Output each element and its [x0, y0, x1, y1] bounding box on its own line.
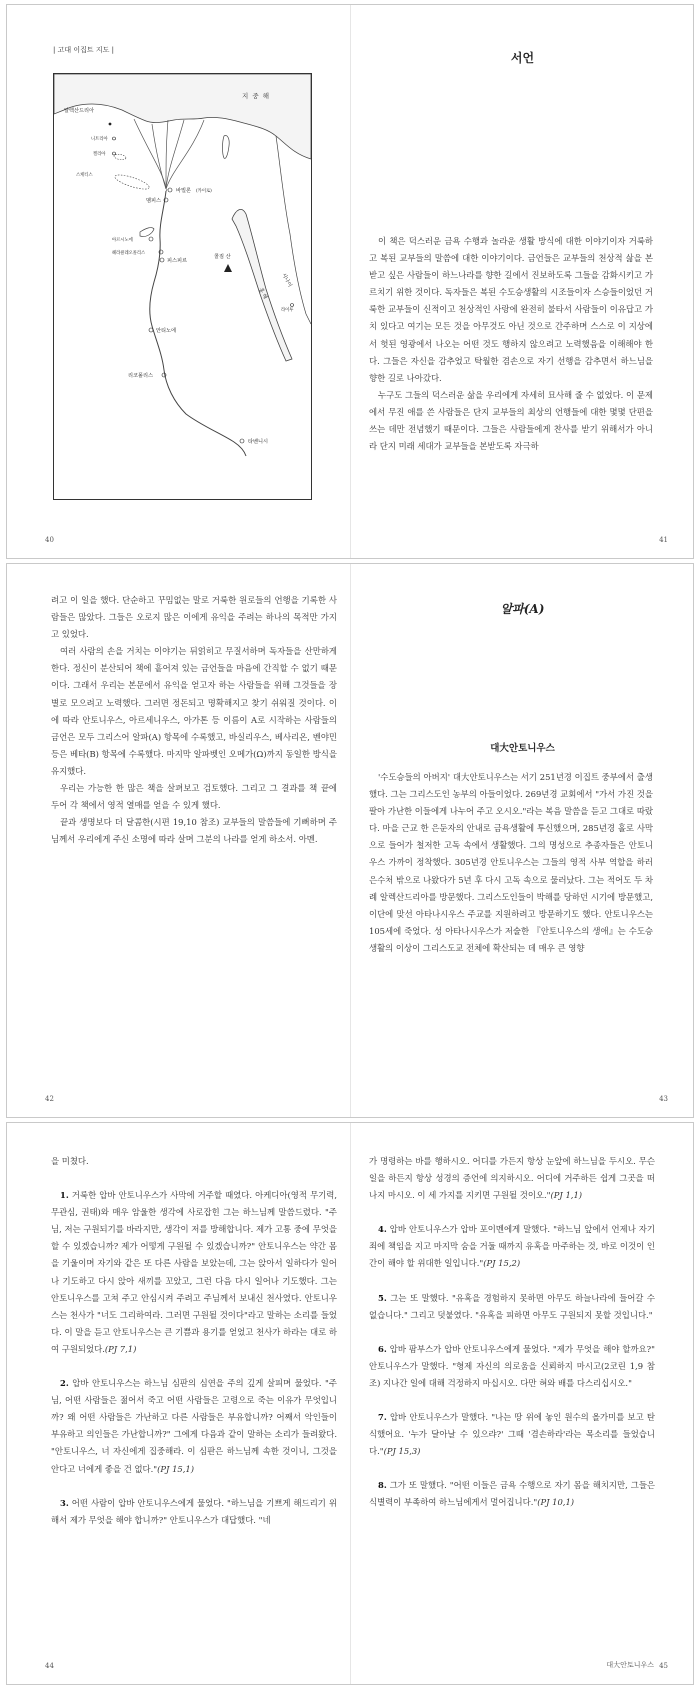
kellia-depression: [114, 153, 127, 160]
saying-3: [51, 1495, 337, 1529]
sea-label: 지 중 해: [242, 92, 270, 100]
saying-ref: (PJ 7,1): [104, 1343, 137, 1354]
chapter-title: 알파(A): [500, 602, 545, 616]
babylon-marker: [168, 188, 172, 192]
saying-7: [369, 1409, 655, 1460]
sayings-right: [369, 1153, 655, 1512]
red-sea-label: 홍 해: [257, 287, 269, 301]
nitria-marker: [113, 137, 116, 140]
paragraph: 우리는 가능한 한 많은 책을 살펴보고 검토했다. 그리고 그 결과를 책 끝에 두어 각 책에서 영적 열매를 얻을 수 있게 했다.: [51, 783, 337, 811]
saying-number: 7.: [378, 1412, 387, 1423]
continued-text: 을 미쳤다.: [51, 1156, 89, 1166]
saying-number: 5.: [378, 1292, 387, 1303]
alexandria-marker: [109, 123, 112, 126]
thebaid-marker: [240, 439, 244, 443]
scetis-depression: [113, 172, 150, 192]
memphis-label: 멤피스: [146, 198, 162, 204]
saying-number: 3.: [60, 1497, 69, 1508]
fayum-lake: [140, 228, 154, 237]
arsinoe-label: 아르시노에: [112, 238, 133, 243]
page-number: 40: [45, 536, 54, 544]
babylon-note: (카이로): [196, 189, 212, 194]
page-number: 41: [659, 536, 668, 544]
red-sea-gulf: [232, 209, 292, 361]
babylon-label: 바빌론: [176, 188, 192, 194]
saying-number: 6.: [378, 1343, 387, 1354]
nitria-label: 니트리아: [91, 137, 108, 142]
section-title: 대大안토니우스: [490, 743, 555, 754]
saying-number: 1.: [60, 1190, 69, 1201]
saying-text: 압바 팜부스가 압바 안토니우스에게 물었다. "제가 무엇을 해야 할까요?" 안토니우스가 말했다. "형제 자신의 의로움을 신뢰하지 마시고(2코린 1,9 참조) 지나간 일에 대해 걱정하지 마십시오. 다만 혀와 배를 다스리십시오.": [369, 1343, 655, 1388]
page-40: [7, 5, 350, 558]
antinoe-marker: [149, 328, 153, 332]
arsinoe-marker: [149, 237, 153, 241]
saying-ref: (PJ 15,3): [383, 1446, 421, 1457]
paragraph: 누구도 그들의 덕스러운 삶을 우리에게 자세히 묘사해 줄 수 없었다. 이 문제에서 무진 애를 쓴 사람들은 단지 교부들의 최상의 언행들에 대한 몇몇 단편을 쓰는 데만 전념했기 때문이다. 그들은 사람들에게 찬사를 받기 위해서가 아니라 단지 미래 세대가 교부들을 본받도록 자극하: [369, 389, 653, 452]
paragraph: 여러 사람의 손을 거치는 이야기는 뒤얽히고 무질서하며 독자들을 산만하게 한다. 정신이 분산되어 책에 흩어져 있는 금언들을 마음에 간직할 수 없기 때문이다. 그래서 우리는 본문에서 유익을 얻고자 하는 사람들을 위해 그것들을 장별로 모으려고 노력했다. 그러면 정돈되고 명확해지고 찾기 쉬워질 것이다. 이에 따라 안토니우스, 아르세니우스, 아가톤 등 이름이 A로 시작하는 사람들의 금언은 모두 그리스어 알파(A) 항목에 수록했고, 바실리우스, 베사리온, 벤야민 등은 베타(B) 항목에 수록했다. 마지막 알파벳인 오메가(Ω)까지 동일한 방식을 유지했다.: [51, 646, 337, 776]
spread-pages-42-43: [6, 563, 694, 1118]
page-number: 45: [659, 1662, 668, 1670]
pispir-label: 피스피르: [167, 258, 188, 264]
saying-text: 압바 안토니우스는 하느님 심판의 심연을 주의 깊게 살피며 물었다. "주님, 어떤 사람들은 젊어서 죽고 어떤 사람들은 고령으로 죽는 이유가 무엇입니까? 왜 어떤 사람들은 가난하고 다른 사람들은 부유합니까? 어째서 악인들이 부유하고 의인들은 가난합니까?" 그에게 다음과 같이 말하는 소리가 들려왔다. "안토니우스, 너 자신에게 집중해라. 이 심판은 하느님께 속한 것이니, 그것을 안다고 너에게 좋을 건 없다.": [51, 1378, 338, 1474]
spread-pages-40-41: [6, 4, 694, 559]
saying-ref: (PJ 1,1): [550, 1190, 583, 1201]
saying-text: 그가 또 말했다. "어떤 이들은 금욕 수행으로 자기 몸을 해치지만, 그들은 식별력이 부족하여 하느님에게서 멀어집니다.": [369, 1480, 655, 1508]
raithou-label: 라이투: [281, 308, 294, 313]
page-45: [351, 1123, 694, 1684]
nile-river: [150, 191, 246, 456]
saying-1: [51, 1187, 337, 1358]
pispir-marker: [160, 258, 164, 262]
saying-text: 압바 안토니우스가 압바 포이멘에게 말했다. "하느님 앞에서 언제나 자기 죄에 책임을 지고 마지막 숨을 거둘 때까지 유혹을 마주하는 것, 바로 이것이 인간이 해야 할 위대한 일입니다.": [369, 1224, 655, 1269]
page-43: [351, 564, 694, 1117]
spread-pages-44-45: [6, 1122, 694, 1685]
saying-ref: (PJ 15,2): [483, 1258, 521, 1269]
saying-6: [369, 1341, 655, 1392]
page-number: 42: [45, 1095, 54, 1103]
kellia-marker: [113, 152, 116, 155]
lycopolis-marker: [162, 373, 166, 377]
preface-body-cont: [51, 592, 337, 848]
heracleopolis-label: 헤라클레오폴리스: [112, 251, 146, 256]
paragraph: 려고 이 일을 했다. 단순하고 꾸밈없는 말로 거룩한 원로들의 언행을 기록한 사람들은 많았다. 그들은 오로지 많은 이에게 유익을 주려는 하나의 목적만 가지고 있었다.: [51, 595, 337, 640]
continued-text-body: 가 명령하는 바를 행하시오. 어디를 가든지 항상 눈앞에 하느님을 두시오. 무슨 일을 하든지 항상 성경의 증언에 의지하시오. 어디에 거주하든 쉽게 그곳을 떠나지 마시오. 이 세 가지를 지키면 구원될 것이오.": [369, 1156, 655, 1201]
coast-line: [276, 136, 311, 324]
page-number: 43: [659, 1095, 668, 1103]
saying-number: 2.: [60, 1378, 69, 1389]
scetis-label: 스케티스: [76, 173, 93, 178]
saying-ref: (PJ 15,1): [157, 1463, 194, 1474]
mountain-icon: [224, 264, 232, 272]
page-44: [7, 1123, 350, 1684]
sayings-left: [51, 1153, 337, 1529]
saying-text: 어떤 사람이 압바 안토니우스에게 물었다. "하느님을 기쁘게 해드리기 위해서 제가 무엇을 해야 합니까?" 안토니우스가 대답했다. "네: [51, 1497, 337, 1525]
saying-text: 거룩한 압바 안토니우스가 사막에 거주할 때였다. 아케디아(영적 무기력, 무관심, 권태)와 매우 암울한 생각에 사로잡힌 그는 하느님께 말씀드렸다. "주님, 저는 구원되기를 바라지만, 생각이 저를 방해합니다. 제가 고통 중에 무엇을 할 수 있겠습니까? 제가 어떻게 구원될 수 있겠습니까?" 안토니우스는 약간 몸을 기울이며 자기와 같은 또 다른 사람을 보았는데, 그는 앉아서 일하다가 일어나 기도하고 다시 앉아 새끼를 꼬았고, 그런 다음 다시 일어나 기도했다. 그는 안토니우스를 고쳐 주고 안심시켜 주려고 주님께서 보내신 천사였다. 안토니우스는 천사가 "너도 그리하여라. 그러면 구원될 것이다"라고 말하는 소리를 들었다. 이 말을 듣고 안토니우스는 큰 기쁨과 용기를 얻었고 천사가 하라는 대로 하여 구원되었다.: [51, 1190, 338, 1354]
saying-text: 압바 안토니우스가 말했다. "나는 땅 위에 놓인 원수의 올가미를 보고 탄식했어요. '누가 달아날 수 있으랴?' 그때 '겸손하라'라는 목소리를 들었습니다.": [369, 1412, 655, 1457]
saying-5: [369, 1290, 655, 1324]
saying-2: [51, 1375, 337, 1478]
lycopolis-label: 리코폴리스: [128, 373, 154, 379]
saying-number: 4.: [378, 1224, 387, 1235]
page-title: 서언: [510, 51, 535, 65]
paragraph: 끝과 생명보다 더 달콤한(시편 19,10 참조) 교부들의 말씀들에 기뻐하며 주님께서 우리에게 주신 소명에 따라 살며 그분의 나라를 얻게 하소서. 아멘.: [51, 817, 337, 845]
map-svg: [54, 74, 311, 499]
saying-ref: (PJ 10,1): [537, 1497, 575, 1508]
thebaid-label: 타벤니시: [248, 439, 269, 445]
nile-delta: [134, 119, 204, 191]
running-head: | 고대 이집트 지도 |: [53, 46, 114, 54]
page-42: [7, 564, 350, 1117]
page-number: 44: [45, 1662, 54, 1670]
mt-colzim-label: 콜짐 산: [214, 254, 231, 260]
saying-8: [369, 1477, 655, 1511]
antinoe-label: 안티노에: [156, 328, 177, 334]
mediterranean-sea: [54, 74, 311, 159]
paragraph: '수도승들의 아버지' 대大안토니우스는 서기 251년경 이집트 중부에서 출생했다. 그는 그리스도인 농부의 아들이었다. 269년경 교회에서 "가서 가진 것을 팔아 가난한 이들에게 나누어 주고 오시오."라는 복음 말씀을 듣고 그대로 따랐다. 마을 근교 한 은둔자의 안내로 금욕생활에 투신했으며, 285년경 홀로 사막으로 들어가 철저한 고독 속에서 생활했다. 그의 명성으로 추종자들은 안토니우스 가까이 정착했다. 305년경 안토니우스는 그들의 영적 사부 역할을 하러 은수처 밖으로 나왔다가 5년 후 다시 고독 속으로 물러났다. 그는 적어도 두 차례 알렉산드리아를 방문했다. 그리스도인들이 박해를 당하던 시기에 방문했고, 이단에 맞선 아타나시우스 주교를 지원하려고 방문하기도 했다. 안토니우스는 105세에 죽었다. 성 아타나시우스가 저술한 『안토니우스의 생애』는 수도승생활의 이상이 그리스도교 전체에 확산되는 데 매우 큰 영향: [369, 772, 653, 953]
running-foot: 대大안토니우스: [606, 1661, 654, 1669]
alexandria-label: 알렉산드리아: [64, 108, 95, 114]
kellia-label: 켈리아: [93, 152, 106, 157]
raithou-marker: [291, 304, 294, 307]
paragraph: 이 책은 덕스러운 금욕 수행과 놀라운 생활 방식에 대한 이야기이자 거룩하고 복된 교부들의 말씀에 대한 이야기이다. 금언들은 교부들의 천상적 삶을 본받고 싶은 사람들이 하느나라를 향한 길에서 진보하도록 그들을 감화시키고 가르치기 위한 것이다. 독자들은 복된 수도승생활의 시조들이자 스승들이었던 거룩한 교부들이 신적이고 천상적인 사랑에 완전히 불타서 사람들이 이유답고 가치 있다고 여기는 모든 것을 아무것도 아닌 것으로 간주하며 스스로 이 지상에서 헛된 영광에서 나오는 어떤 것도 행하지 않으려고 노력했음을 이해해야 한다. 그들은 자신을 감추었고 탁월한 겸손으로 자기 선행을 감추면서 하느님을 향한 길로 나아갔다.: [369, 236, 653, 383]
sinai-label: 시나이: [280, 272, 293, 289]
egypt-map: [53, 73, 312, 500]
saying-number: 8.: [378, 1480, 387, 1491]
preface-body: [369, 233, 653, 455]
page-41: [351, 5, 694, 558]
saying-4: [369, 1221, 655, 1272]
antony-intro: [369, 769, 653, 957]
lake: [223, 135, 230, 158]
saying-text: 그는 또 말했다. "유혹을 경험하지 못하면 아무도 하늘나라에 들어갈 수 없습니다." 그리고 덧붙였다. "유혹을 피하면 아무도 구원되지 못할 것입니다.": [369, 1292, 656, 1320]
continued-text: [369, 1153, 655, 1204]
